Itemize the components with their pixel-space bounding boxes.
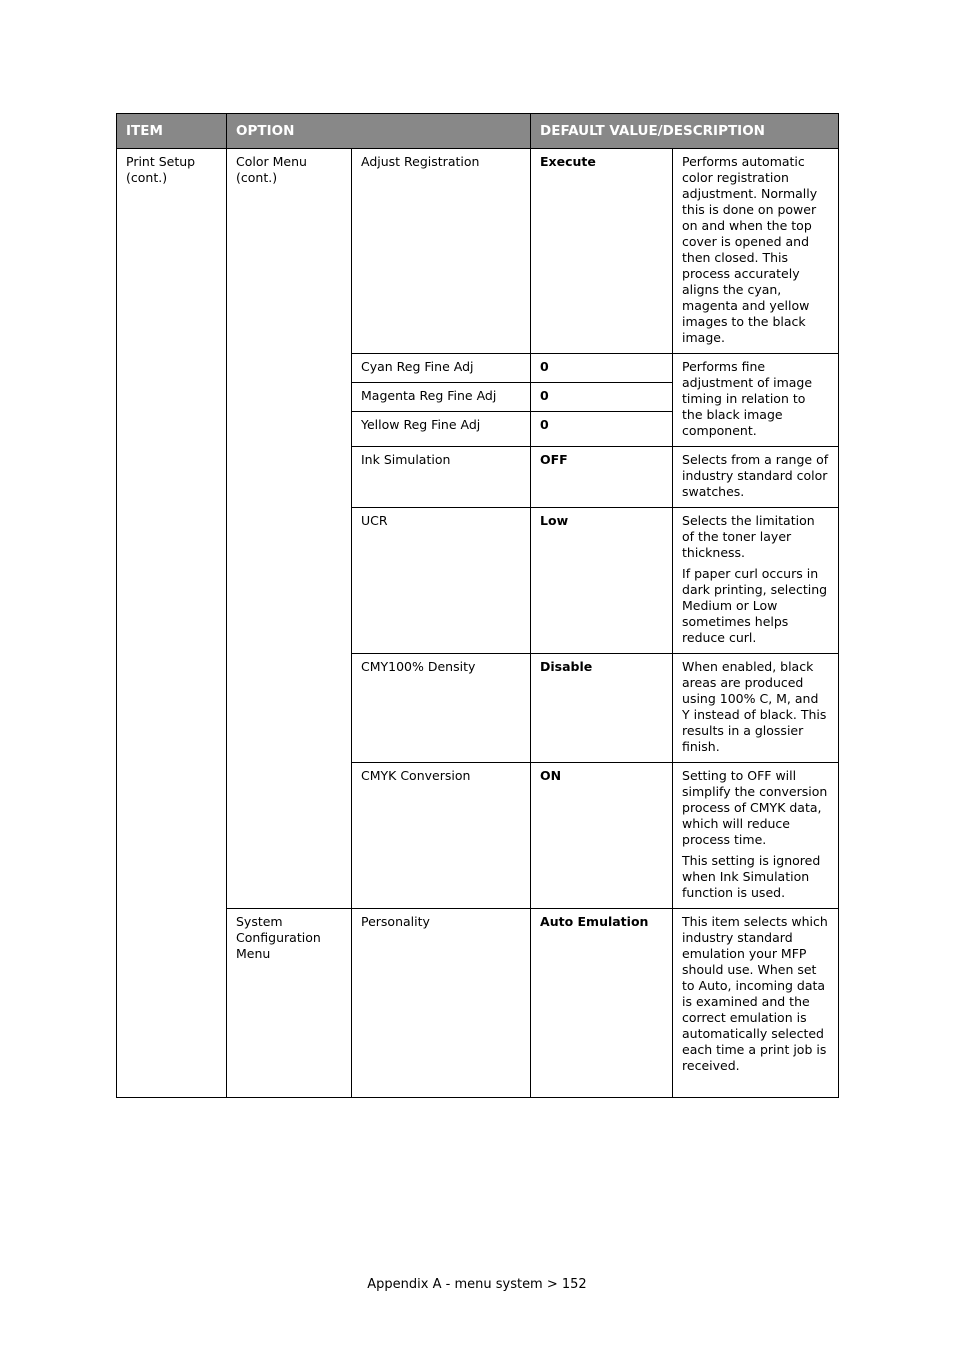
option-cell: Ink Simulation (352, 447, 531, 508)
value-cell: Execute (531, 149, 673, 354)
option-cell: UCR (352, 508, 531, 654)
menu-cell-system: System Configuration Menu (227, 909, 352, 1098)
page-footer: Appendix A - menu system > 152 (367, 1277, 587, 1292)
description-cell: Performs automatic color registration adjustment. Normally this is done on power on and when the top cover is opened and then closed. This process accurately aligns the cyan, magenta and yellow images to the black image. (673, 149, 839, 354)
option-column-header: OPTION (227, 114, 531, 149)
value-cell: Low (531, 508, 673, 654)
description-paragraph: Setting to OFF will simplify the conversion process of CMYK data, which will reduce process time. (682, 768, 828, 847)
default-column-header: DEFAULT VALUE/DESCRIPTION (531, 114, 839, 149)
description-cell: Performs fine adjustment of image timing in relation to the black image component. (673, 354, 839, 447)
option-cell: CMYK Conversion (352, 763, 531, 909)
value-cell: 0 (531, 354, 673, 383)
description-paragraph: Selects the limitation of the toner layer thickness. (682, 513, 815, 560)
value-cell: Auto Emulation (531, 909, 673, 1098)
menu-cell-color: Color Menu (cont.) (227, 149, 352, 909)
table-header-row (117, 114, 839, 149)
item-cell: Print Setup (cont.) (117, 149, 227, 1098)
value-cell: ON (531, 763, 673, 909)
option-cell: CMY100% Density (352, 654, 531, 763)
option-cell: Magenta Reg Fine Adj (352, 383, 531, 412)
description-cell: When enabled, black areas are produced using 100% C, M, and Y instead of black. This results in a glossier finish. (673, 654, 839, 763)
option-cell: Yellow Reg Fine Adj (352, 412, 531, 447)
menu-settings-table (116, 113, 839, 1098)
value-cell: 0 (531, 383, 673, 412)
option-cell: Personality (352, 909, 531, 1098)
value-cell: 0 (531, 412, 673, 447)
value-cell: Disable (531, 654, 673, 763)
description-cell: This item selects which industry standard emulation your MFP should use. When set to Auto, incoming data is examined and the correct emulation is automatically selected each time a print job is received. (673, 909, 839, 1098)
description-cell: Selects from a range of industry standard color swatches. (673, 447, 839, 508)
description-cell (673, 508, 839, 654)
item-column-header: ITEM (117, 114, 227, 149)
table-row (117, 149, 839, 354)
description-paragraph: If paper curl occurs in dark printing, selecting Medium or Low sometimes helps reduce curl. (682, 566, 828, 645)
option-cell: Cyan Reg Fine Adj (352, 354, 531, 383)
description-paragraph: This setting is ignored when Ink Simulation function is used. (682, 853, 821, 900)
option-cell: Adjust Registration (352, 149, 531, 354)
value-cell: OFF (531, 447, 673, 508)
description-cell (673, 763, 839, 909)
